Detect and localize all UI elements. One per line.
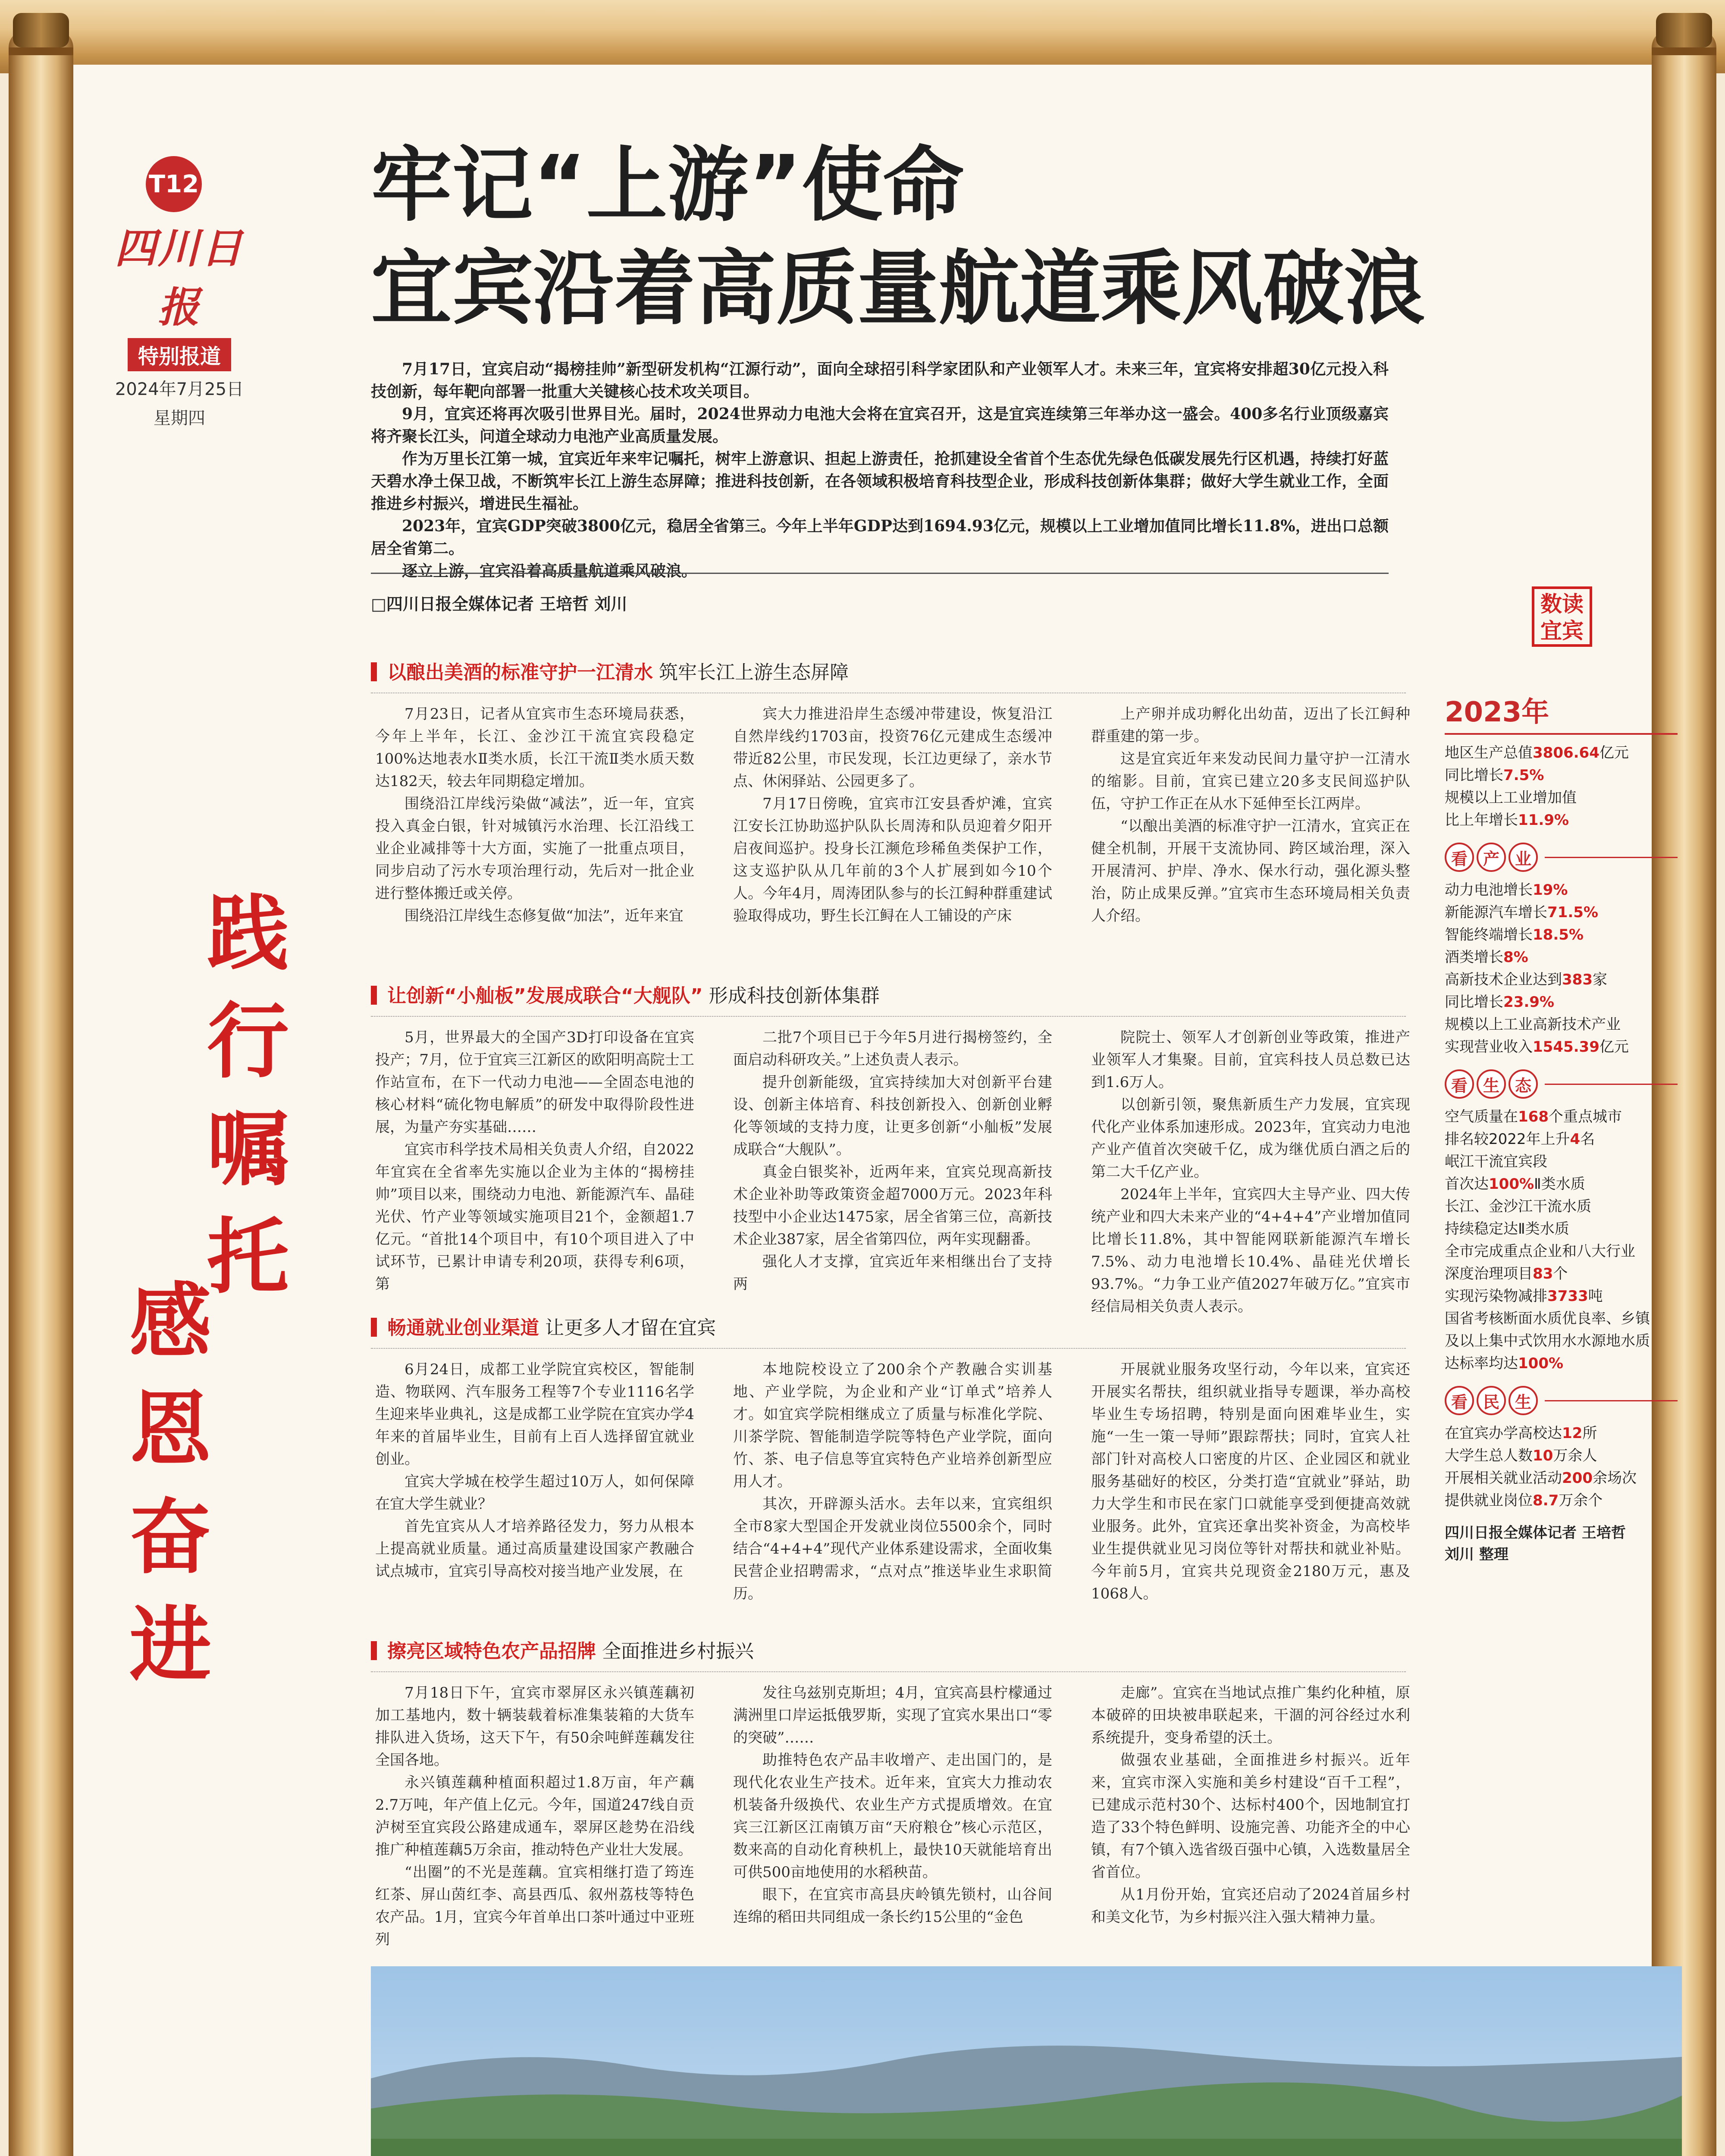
body-paragraph: 以创新引领，聚焦新质生产力发展，宜宾现代化产业体系加速形成。2023年，宜宾动力电池产业产值首次突破千亿，成为继优质白酒之后的第二大千亿产业。 (1091, 1096, 1410, 1181)
stat-unit: Ⅱ类水质 (1534, 1175, 1585, 1193)
body-paragraph: 开展就业服务攻坚行动，今年以来，宜宾还开展实名帮扶，组织就业指导专题课，举办高校毕业生专场招聘，特别是面向困难毕业生，实施“一生一策一导师”跟踪帮扶；同时，宜宾人社部门针对高校人口密度的片区、企业园区和就业服务基础好的校区，分类打造“宜就业”驿站，助力大学生和市民在家门口就能享受到便捷高效就业服务。此外，宜宾还拿出奖补资金，为高校毕业生提供就业见习岗位等针对帮扶和就业补贴。今年前5月，宜宾共兑现资金2180万元，惠及1068人。 (1091, 1361, 1410, 1602)
stat-number: 83 (1533, 1265, 1553, 1282)
stat-unit: 万余人 (1553, 1447, 1597, 1464)
section-main-title: 畅通就业创业渠道 (387, 1317, 539, 1339)
body-paragraph: 宜宾大学城在校学生超过10万人，如何保障在宜大学生就业？ (375, 1473, 694, 1513)
sidebar-stat (1445, 1307, 1678, 1330)
body-paragraph: 围绕沿江岸线生态修复做“加法”，近年来宜 (405, 907, 684, 924)
section-columns (375, 703, 1410, 970)
stat-unit: 亿元 (1599, 1038, 1629, 1056)
stat-label: 比上年增长 (1445, 812, 1518, 829)
aerial-photo (371, 1966, 1682, 2156)
page-number-badge: T12 (146, 156, 202, 212)
stat-label: 达标率均达 (1445, 1355, 1518, 1372)
sidebar-credit (1445, 1522, 1678, 1565)
stat-label: 同比增长 (1445, 767, 1503, 784)
stat-label: 规模以上工业增加值 (1445, 789, 1577, 806)
sidebar-group-header (1445, 1069, 1678, 1099)
stat-label: 岷江干流宜宾段 (1445, 1153, 1547, 1170)
sidebar-stat (1445, 1036, 1678, 1058)
slogan-char: 践 (207, 885, 289, 981)
sidebar-chip: 看 (1445, 843, 1474, 872)
body-paragraph: 7月17日傍晚，宜宾市江安县香炉滩，宜宾江安长江协助巡护队队长周涛和队员迎着夕阳开启夜间巡护。投身长江濒危珍稀鱼类保护工作，这支巡护队从几年前的3个人扩展到如今10个人。今年4月，周涛团队参与的长江鲟种群重建试验取得成功，野生长江鲟在人工铺设的产床 (733, 795, 1052, 924)
stamp-line-1: 数读 (1540, 591, 1584, 617)
sidebar-chip: 生 (1509, 1386, 1538, 1415)
section-columns (375, 1358, 1410, 1634)
scroll-left-roller (9, 30, 73, 2156)
sidebar-stat (1445, 1352, 1678, 1375)
masthead-section: 特别报道 (128, 338, 231, 371)
stat-label: 及以上集中式饮用水水源地水质 (1445, 1332, 1650, 1350)
text-column (375, 1026, 694, 1307)
sidebar-stat (1445, 787, 1678, 809)
lead-paragraph: 2023年，宜宾GDP突破3800亿元，稳居全省第三。今年上半年GDP达到1694.93亿元，规模以上工业增加值同比增长11.8%，进出口总额居全省第二。 (371, 517, 1389, 558)
body-paragraph: 宾大力推进沿岸生态缓冲带建设，恢复沿江自然岸线约1703亩，投资76亿元建成生态缓冲带近82公里，市民发现，长江边更绿了，亲水节点、休闲驿站、公园更多了。 (733, 705, 1052, 790)
stat-number: 200 (1562, 1470, 1593, 1487)
sidebar-credit-1: 四川日报全媒体记者 王培哲 (1445, 1524, 1626, 1542)
section-columns (375, 1682, 1410, 1949)
section-title (371, 983, 880, 1009)
slogan-char: 感 (129, 1273, 212, 1369)
sidebar-year-list (1445, 742, 1678, 831)
sidebar-stat (1445, 742, 1678, 764)
stat-label: 实现营业收入 (1445, 1038, 1533, 1056)
sidebar-chip: 态 (1509, 1069, 1538, 1099)
sidebar-group-rule (1545, 1400, 1678, 1401)
stat-unit: 个 (1553, 1265, 1568, 1282)
sidebar-stat (1445, 924, 1678, 946)
slogan-char: 恩 (129, 1381, 212, 1477)
stat-number: 168 (1518, 1108, 1549, 1125)
stat-label: 规模以上工业高新技术产业 (1445, 1016, 1621, 1033)
stat-unit: 亿元 (1599, 744, 1629, 761)
body-paragraph: 永兴镇莲藕种植面积超过1.8万亩，年产藕2.7万吨，年产值上亿元。今年，国道247线自贡泸树至宜宾段公路建成通车，翠屏区趁势在沿线推广种植莲藕5万余亩，推动特色产业壮大发展。 (375, 1774, 694, 1858)
stat-unit: 余场次 (1592, 1470, 1637, 1487)
body-paragraph: 助推特色农产品丰收增产、走出国门的，是现代化农业生产技术。近年来，宜宾大力推动农机装备升级换代、农业生产方式提质增效。在宜宾三江新区江南镇万亩“天府粮仓”核心示范区，数来高的自动化育秧机上，最快10天就能培育出可供500亩地使用的水稻秧苗。 (733, 1752, 1052, 1881)
sidebar-group-list (1445, 1422, 1678, 1512)
sidebar-chip: 看 (1445, 1069, 1474, 1099)
slogan-char: 进 (129, 1597, 212, 1693)
text-column (733, 1358, 1052, 1634)
sidebar-group-header (1445, 1386, 1678, 1415)
sidebar-stat (1445, 879, 1678, 901)
lead-paragraph: 7月17日，宜宾启动“揭榜挂帅”新型研发机构“江源行动”，面向全球招引科学家团队和产业领军人才。未来三年，宜宾将安排超30亿元投入科技创新，每年靶向部署一批重大关键核心技术攻关项目。 (371, 360, 1389, 401)
sidebar-stat (1445, 901, 1678, 924)
slogan-char: 行 (207, 993, 289, 1089)
stat-number: 23.9% (1503, 993, 1554, 1011)
section-main-title: 让创新“小舢板”发展成联合“大舰队” (387, 985, 703, 1007)
sidebar-stat (1445, 946, 1678, 968)
stat-number: 383 (1562, 971, 1593, 988)
headline-line-1: 牢记“上游”使命 (371, 138, 964, 232)
stat-label: 实现污染物减排 (1445, 1288, 1547, 1305)
sidebar-stat (1445, 1445, 1678, 1467)
sidebar-chip: 生 (1477, 1069, 1506, 1099)
stat-number: 1545.39 (1533, 1038, 1600, 1056)
section-divider (371, 1348, 1406, 1349)
sidebar-stat (1445, 1150, 1678, 1173)
body-paragraph: 围绕沿江岸线污染做“减法”，近一年，宜宾投入真金白银，针对城镇污水治理、长江沿线工业企业减排等十大方面，实施了一批重点项目，同步启动了污水专项治理行动，先后对一批企业进行整体搬迁或关停。 (375, 795, 694, 902)
section-subtitle: 全面推进乡村振兴 (602, 1640, 754, 1662)
stat-number: 7.5% (1503, 767, 1544, 784)
headline-line-2: 宜宾沿着高质量航道乘风破浪 (371, 241, 1425, 336)
body-paragraph: 首先宜宾从人才培养路径发力，努力从根本上提高就业质量。通过高质量建设国家产教融合试点城市，宜宾引导高校对接当地产业发展，在 (375, 1518, 694, 1580)
slogan-column-2 (129, 1268, 212, 1699)
sidebar-stat (1445, 1422, 1678, 1445)
text-column (375, 1682, 694, 1949)
sidebar-stat (1445, 1240, 1678, 1263)
stat-unit: 家 (1592, 971, 1607, 988)
stat-number: 18.5% (1533, 926, 1584, 943)
sidebar-group-list (1445, 879, 1678, 1058)
text-column (375, 1358, 694, 1634)
sidebar-group-rule (1545, 857, 1678, 858)
scroll-top-rod (0, 0, 1725, 73)
lead-paragraph: 9月，宜宾还将再次吸引世界目光。届时，2024世界动力电池大会将在宜宾召开，这是宜宾连续第三年举办这一盛会。400多名行业顶级嘉宾将齐聚长江头，问道全球动力电池产业高质量发展。 (371, 405, 1389, 445)
slogan-char: 嘱 (207, 1101, 289, 1197)
body-paragraph: 眼下，在宜宾市高县庆岭镇先锁村，山谷间连绵的稻田共同组成一条长约15公里的“金色 (733, 1886, 1052, 1926)
sidebar-group-header (1445, 843, 1678, 872)
text-column (733, 703, 1052, 970)
sidebar-chip: 业 (1509, 843, 1538, 872)
masthead-logo: 四川日报 (115, 224, 244, 332)
section-marker (371, 662, 377, 681)
sidebar-year-title: 2023年 (1445, 690, 1678, 735)
masthead-date: 2024年7月25日 (115, 379, 244, 399)
stat-label: 新能源汽车增长 (1445, 904, 1547, 921)
stat-number: 100% (1489, 1175, 1534, 1193)
data-stamp (1532, 586, 1592, 647)
stat-label: 深度治理项目 (1445, 1265, 1533, 1282)
section-subtitle: 让更多人才留在宜宾 (545, 1317, 716, 1339)
body-paragraph: 宜宾市科学技术局相关负责人介绍，自2022年宜宾在全省率先实施以企业为主体的“揭榜挂帅”项目以来，围绕动力电池、新能源汽车、晶硅光伏、竹产业等领域实施项目21个，金额超1.7亿元。“首批14个项目中，有10个项目进入了中试环节，已累计申请专利20项，获得专利6项，第 (375, 1141, 694, 1293)
section-title (371, 660, 849, 686)
byline: □四川日报全媒体记者 王培哲 刘川 (371, 595, 627, 614)
stat-unit: 所 (1582, 1425, 1597, 1442)
stat-label: 在宜宾办学高校达 (1445, 1425, 1562, 1442)
stat-number: 3806.64 (1533, 744, 1600, 761)
sidebar-stat (1445, 1467, 1678, 1489)
text-column (375, 703, 694, 970)
body-paragraph: 院院士、领军人才创新创业等政策，推进产业领军人才集聚。目前，宜宾科技人员总数已达到1.6万人。 (1091, 1029, 1410, 1091)
stat-unit: 万余个 (1559, 1492, 1603, 1509)
section-marker (371, 986, 377, 1005)
section-divider (371, 1671, 1406, 1672)
section-subtitle: 形成科技创新体集群 (709, 985, 880, 1007)
sidebar-stat (1445, 1218, 1678, 1240)
stat-label: 全市完成重点企业和八大行业 (1445, 1243, 1635, 1260)
body-paragraph: 7月18日下午，宜宾市翠屏区永兴镇莲藕初加工基地内，数十辆装载着标准集装箱的大货车排队进入货场，这天下午，有50余吨鲜莲藕发往全国各地。 (375, 1684, 694, 1769)
sidebar-credit-2: 刘川 整理 (1445, 1546, 1509, 1563)
section-title (371, 1315, 716, 1341)
stat-number: 19% (1533, 881, 1568, 899)
stat-number: 3733 (1547, 1288, 1588, 1305)
sidebar-group-list (1445, 1106, 1678, 1375)
stat-number: 12 (1562, 1425, 1583, 1442)
sidebar-chip: 看 (1445, 1386, 1474, 1415)
text-column (1091, 703, 1410, 970)
stat-label: 酒类增长 (1445, 949, 1503, 966)
sidebar-groups (1445, 843, 1678, 1512)
stamp-line-2: 宜宾 (1540, 618, 1584, 643)
stat-number: 100% (1518, 1355, 1564, 1372)
stat-label: 高新技术企业达到 (1445, 971, 1562, 988)
sidebar-chip: 产 (1477, 843, 1506, 872)
text-column (1091, 1358, 1410, 1634)
body-paragraph: 真金白银奖补，近两年来，宜宾兑现高新技术企业补助等政策资金超7000万元。2023年科技型中小企业达1475家，居全省第三位，高新技术企业387家，居全省第四位，两年实现翻番。 (733, 1163, 1052, 1248)
body-paragraph: 发往乌兹别克斯坦；4月，宜宾高县柠檬通过满洲里口岸运抵俄罗斯，实现了宜宾水果出口“零的突破”…… (733, 1684, 1052, 1746)
stat-number: 4 (1570, 1131, 1581, 1148)
masthead (102, 216, 257, 429)
stat-number: 10 (1533, 1447, 1553, 1464)
sidebar-stat (1445, 1263, 1678, 1285)
body-paragraph: 强化人才支撑，宜宾近年来相继出台了支持两 (733, 1253, 1052, 1293)
stat-label: 长江、金沙江干流水质 (1445, 1198, 1591, 1215)
section-marker (371, 1318, 377, 1337)
sidebar-stat (1445, 1330, 1678, 1352)
sidebar-stat (1445, 991, 1678, 1013)
body-paragraph: 这是宜宾近年来发动民间力量守护一江清水的缩影。目前，宜宾已建立20多支民间巡护队伍，守护工作正在从水下延伸至长江两岸。 (1091, 750, 1410, 812)
stat-label: 开展相关就业活动 (1445, 1470, 1562, 1487)
body-paragraph: 提升创新能级，宜宾持续加大对创新平台建设、创新主体培育、科技创新投入、创新创业孵化等领域的支持力度，让更多创新“小舢板”发展成联合“大舰队”。 (733, 1074, 1052, 1158)
body-paragraph: 从1月份开始，宜宾还启动了2024首届乡村和美文化节，为乡村振兴注入强大精神力量。 (1091, 1886, 1410, 1926)
stat-label: 提供就业岗位 (1445, 1492, 1533, 1509)
stat-label: 国省考核断面水质优良率、乡镇 (1445, 1310, 1650, 1327)
section-title (371, 1639, 754, 1664)
stat-unit: 名 (1580, 1131, 1595, 1148)
slogan-column-1 (207, 880, 289, 1311)
text-column (1091, 1682, 1410, 1949)
stat-label: 同比增长 (1445, 993, 1503, 1011)
body-paragraph: 走廊”。宜宾在当地试点推广集约化种植，原本破碎的田块被串联起来，干涸的河谷经过水利系统提升，变身希望的沃土。 (1091, 1684, 1410, 1746)
sidebar-stat (1445, 1489, 1678, 1512)
stat-label: 排名较2022年上升 (1445, 1131, 1570, 1148)
section-main-title: 擦亮区域特色农产品招牌 (387, 1640, 596, 1662)
section-columns (375, 1026, 1410, 1315)
section-subtitle: 筑牢长江上游生态屏障 (659, 661, 849, 683)
text-column (733, 1026, 1052, 1307)
sidebar-stat (1445, 1173, 1678, 1195)
body-paragraph: 其次，开辟源头活水。去年以来，宜宾组织全市8家大型国企开发就业岗位5500余个，同时结合“4+4+4”现代产业体系建设需求，全面收集民营企业招聘需求，“点对点”推送毕业生求职简历。 (733, 1495, 1052, 1602)
headline (371, 134, 1492, 341)
masthead-weekday: 星期四 (154, 408, 205, 428)
section-marker (371, 1641, 377, 1660)
body-paragraph: “出圈”的不光是莲藕。宜宾相继打造了筠连红茶、屏山茵红李、高县西瓜、叙州荔枝等特色农产品。1月，宜宾今年首单出口茶叶通过中亚班列 (375, 1864, 694, 1948)
sidebar-stat (1445, 1128, 1678, 1150)
stat-number: 8% (1503, 949, 1528, 966)
stat-label: 动力电池增长 (1445, 881, 1533, 899)
stat-label: 智能终端增长 (1445, 926, 1533, 943)
body-paragraph: 本地院校设立了200余个产教融合实训基地、产业学院，为企业和产业“订单式”培养人才。如宜宾学院相继成立了质量与标准化学院、川茶学院、智能制造学院等特色产业学院，面向竹、茶、电子信息等宜宾特色产业培养创新型应用人才。 (733, 1361, 1052, 1490)
sidebar-stat (1445, 1285, 1678, 1307)
sidebar-stat (1445, 968, 1678, 991)
lead-paragraphs (371, 358, 1389, 582)
stat-label: 地区生产总值 (1445, 744, 1533, 761)
sidebar-chip: 民 (1477, 1386, 1506, 1415)
stat-unit: 吨 (1588, 1288, 1603, 1305)
body-paragraph: “以酿出美酒的标准守护一江清水，宜宾正在健全机制，开展干支流协同、跨区域治理，深入开展清河、护岸、净水、保水行动，强化源头整治，防止成果反弹。”宜宾市生态环境局相关负责人介绍。 (1091, 818, 1410, 924)
lead-paragraph: 逐立上游，宜宾沿着高质量航道乘风破浪。 (402, 562, 697, 580)
body-paragraph: 2024年上半年，宜宾四大主导产业、四大传统产业和四大未来产业的“4+4+4”产业增加值同比增长11.8%，其中智能网联新能源汽车增长7.5%、动力电池增长10.4%、晶硅光伏增长93.7%。“力争工业产值2027年破万亿。”宜宾市经信局相关负责人表示。 (1091, 1186, 1410, 1315)
text-column (1091, 1026, 1410, 1315)
stat-unit: 个重点城市 (1548, 1108, 1622, 1125)
slogan-char: 托 (207, 1209, 289, 1305)
sidebar-stat (1445, 1013, 1678, 1036)
stat-label: 首次达 (1445, 1175, 1489, 1193)
body-paragraph: 7月23日，记者从宜宾市生态环境局获悉，今年上半年，长江、金沙江干流宜宾段稳定100%达地表水Ⅱ类水质，长江干流Ⅱ类水质天数达182天，较去年同期稳定增加。 (375, 705, 694, 790)
stat-number: 11.9% (1518, 812, 1569, 829)
section-divider (371, 1016, 1406, 1017)
stat-label: 大学生总人数 (1445, 1447, 1533, 1464)
stat-label: 持续稳定达Ⅱ类水质 (1445, 1220, 1569, 1238)
sidebar-stat (1445, 809, 1678, 831)
stat-number: 8.7 (1533, 1492, 1559, 1509)
body-paragraph: 上产卵并成功孵化出幼苗，迈出了长江鲟种群重建的第一步。 (1091, 705, 1410, 745)
body-paragraph: 5月，世界最大的全国产3D打印设备在宜宾投产；7月，位于宜宾三江新区的欧阳明高院士工作站宣布，在下一代动力电池——全固态电池的核心材料“硫化物电解质”的研发中取得阶段性进展，为量产夯实基础…… (375, 1029, 694, 1136)
sidebar-stat (1445, 764, 1678, 787)
stat-number: 71.5% (1547, 904, 1598, 921)
sidebar-group-rule (1545, 1084, 1678, 1085)
sidebar-stat (1445, 1106, 1678, 1128)
body-paragraph: 6月24日，成都工业学院宜宾校区，智能制造、物联网、汽车服务工程等7个专业1116名学生迎来毕业典礼，这是成都工业学院在宜宾办学4年来的首届毕业生，目前有上百人选择留宜就业创业。 (375, 1361, 694, 1468)
slogan-char: 奋 (129, 1489, 212, 1585)
body-paragraph: 二批7个项目已于今年5月进行揭榜签约，全面启动科研攻关。”上述负责人表示。 (733, 1029, 1052, 1069)
text-column (733, 1682, 1052, 1949)
body-paragraph: 做强农业基础，全面推进乡村振兴。近年来，宜宾市深入实施和美乡村建设“百千工程”，已建成示范村30个、达标村400个，因地制宜打造了33个特色鲜明、设施完善、功能齐全的中心镇，有7个镇入选省级百强中心镇，入选数量居全省首位。 (1091, 1752, 1410, 1881)
sidebar-stat (1445, 1195, 1678, 1218)
section-main-title: 以酿出美酒的标准守护一江清水 (387, 661, 653, 683)
stat-label: 空气质量在 (1445, 1108, 1518, 1125)
data-sidebar (1445, 690, 1678, 1565)
lead-paragraph: 作为万里长江第一城，宜宾近年来牢记嘱托，树牢上游意识、担起上游责任，抢抓建设全省首个生态优先绿色低碳发展先行区机遇，持续打好蓝天碧水净土保卫战，不断筑牢长江上游生态屏障；推进科技创新，在各领域积极培育科技型企业，形成科技创新体集群；做好大学生就业工作，全面推进乡村振兴，增进民生福祉。 (371, 450, 1389, 513)
lead-divider (371, 573, 1389, 574)
